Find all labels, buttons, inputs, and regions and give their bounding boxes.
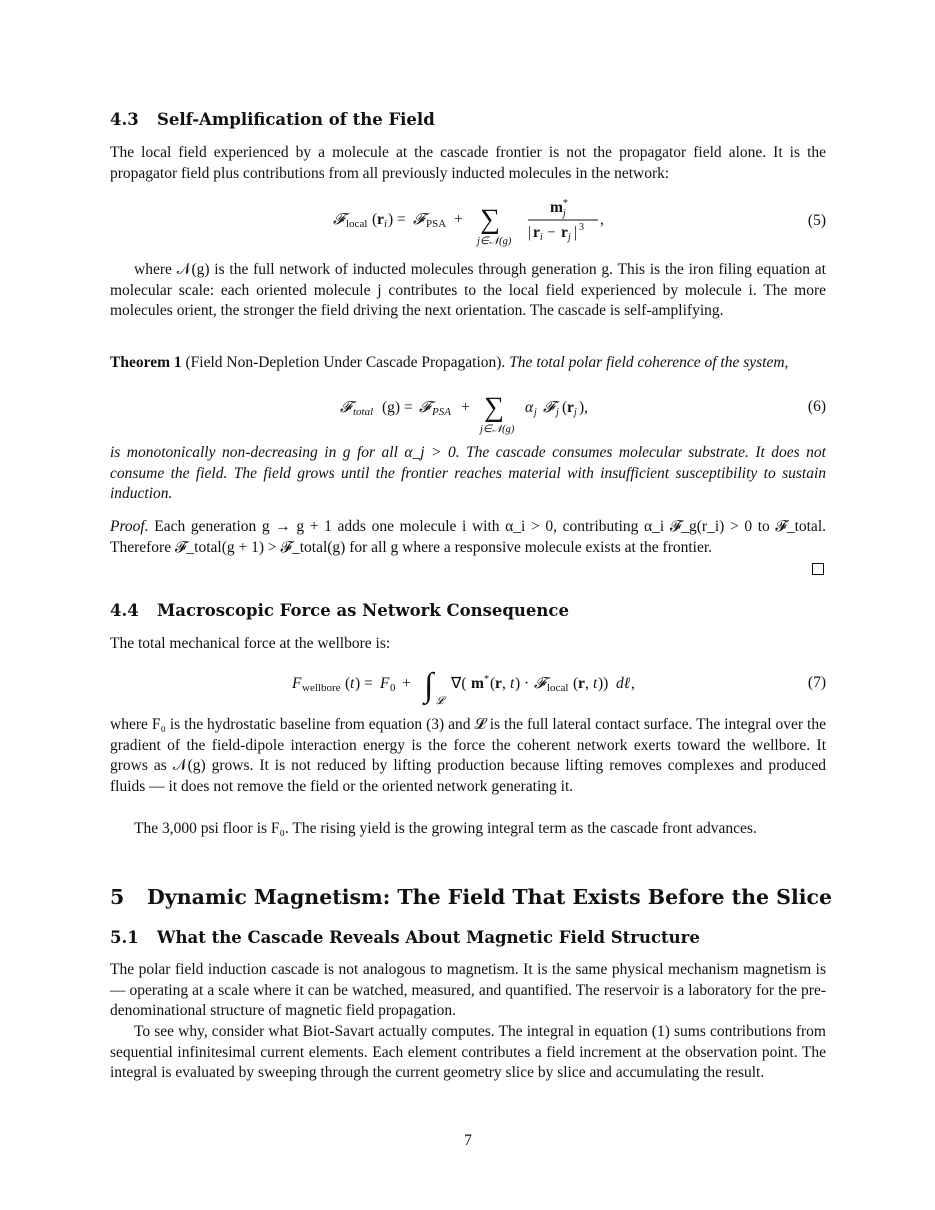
theorem-1 bbox=[110, 353, 826, 374]
svg-text:3: 3 bbox=[579, 222, 584, 233]
svg-text:r: r bbox=[578, 675, 585, 692]
svg-text:𝓕: 𝓕 bbox=[333, 211, 345, 228]
paragraph-4-4-floor: The 3,000 psi floor is F₀. The rising yield is the growing integral term as the cascade front advances. bbox=[134, 820, 757, 837]
svg-text:j: j bbox=[534, 407, 537, 418]
svg-text:) ·: ) · bbox=[515, 675, 530, 692]
svg-text:+: + bbox=[402, 675, 411, 692]
page-number: 7 bbox=[464, 1132, 472, 1149]
svg-text:r: r bbox=[567, 399, 574, 416]
svg-text:F: F bbox=[380, 675, 390, 692]
section-heading-4-4 bbox=[110, 601, 569, 620]
svg-text:∫: ∫ bbox=[424, 667, 434, 704]
svg-text:j∈𝒩(g): j∈𝒩(g) bbox=[480, 424, 515, 435]
svg-text:wellbore: wellbore bbox=[302, 682, 341, 694]
svg-text:t: t bbox=[350, 675, 355, 692]
equation-number: (5) bbox=[807, 212, 826, 229]
svg-text:total: total bbox=[353, 406, 374, 418]
proof-text: Each generation g → g + 1 adds one molecule i with α_i > 0, contributing α_i 𝓕_g(r_i) > 0 to 𝓕_total. Therefore 𝓕_total(g + 1) > 𝓕_total(g) for all g where a responsive molecule exists at the frontier. bbox=[110, 518, 826, 556]
section-heading-4-3 bbox=[110, 110, 435, 129]
svg-text:local: local bbox=[346, 218, 368, 230]
svg-text:j: j bbox=[574, 407, 577, 418]
svg-text:) =: ) = bbox=[388, 211, 406, 228]
paragraph-4-4-after-eq7: where F₀ is the hydrostatic baseline from equation (3) and 𝓛 is the full lateral contact surface. The integral over the gradient of the field-dipole interaction energy is the force the coherent network exerts toward the wellbore. It grows as 𝒩(g) grows. It is not reduced by lifting production because lifting removes complexes and produced fluids — it does not remove the field or the oriented network generating it. bbox=[110, 716, 826, 795]
section-title: What the Cascade Reveals About Magnetic Field Structure bbox=[157, 928, 700, 947]
svg-text:,: , bbox=[600, 211, 604, 228]
equation-7-render bbox=[110, 660, 826, 712]
svg-text:j: j bbox=[563, 208, 566, 219]
svg-text:m: m bbox=[550, 199, 563, 216]
section-number: 4.3 bbox=[110, 110, 139, 129]
svg-text:−: − bbox=[547, 224, 556, 241]
equation-number: (7) bbox=[807, 674, 826, 691]
svg-text:),: ), bbox=[579, 399, 589, 416]
svg-text:α: α bbox=[525, 399, 534, 416]
proof bbox=[110, 517, 826, 558]
svg-text:|: | bbox=[528, 224, 532, 241]
svg-text:j: j bbox=[556, 407, 559, 418]
svg-text:m: m bbox=[471, 675, 484, 692]
svg-text:*: * bbox=[563, 198, 568, 209]
svg-text:)): )) bbox=[598, 675, 609, 692]
svg-text:𝓕: 𝓕 bbox=[534, 675, 546, 692]
theorem-1-body: is monotonically non-decreasing in g for all α_j > 0. The cascade consumes molecular substrate. It does not consume the field. The field grows until the frontier reaches material with insufficient susceptibility to sustain induction. bbox=[110, 444, 826, 503]
equation-5-render bbox=[110, 196, 826, 252]
paragraph-4-3-after-eq5: where 𝒩(g) is the full network of inducted molecules through generation g. This is the iron filing equation at molecular scale: each oriented molecule j contributes to the local field experienced by molecule i. The more molecules orient, the stronger the field driving the next orientation. The cascade is self-amplifying. bbox=[110, 261, 826, 320]
section-number: 5.1 bbox=[110, 928, 139, 947]
paragraph-4-4-intro: The total mechanical force at the wellbore is: bbox=[110, 635, 391, 652]
svg-text:j: j bbox=[568, 232, 571, 243]
paragraph-4-3-intro: The local field experienced by a molecule at the cascade frontier is not the propagator field alone. It is the propagator field plus contributions from all previously inducted molecules in the network: bbox=[110, 144, 826, 182]
svg-text:PSA: PSA bbox=[426, 218, 447, 230]
proof-label: Proof. bbox=[110, 518, 149, 535]
equation-7 bbox=[110, 660, 826, 712]
theorem-intro: The total polar field coherence of the system, bbox=[509, 354, 789, 371]
svg-text:r: r bbox=[561, 224, 568, 241]
svg-text:F: F bbox=[292, 675, 302, 692]
qed-square-icon bbox=[812, 563, 824, 575]
svg-text:∑: ∑ bbox=[480, 204, 500, 235]
paragraph-5-1-first: The polar field induction cascade is not analogous to magnetism. It is the same physical mechanism magnetism is — operating at a scale where it can be watched, measured, and quantified. The reservoir is a laboratory for the pre-denominational structure of magnetic field propagation. bbox=[110, 961, 826, 1020]
svg-text:𝓕: 𝓕 bbox=[340, 399, 352, 416]
svg-text:r: r bbox=[495, 675, 502, 692]
svg-text:,: , bbox=[502, 675, 506, 692]
svg-text:,: , bbox=[585, 675, 589, 692]
section-title: Dynamic Magnetism: The Field That Exists Before the Slice bbox=[147, 885, 833, 909]
theorem-label: Theorem 1 bbox=[110, 354, 182, 371]
equation-6-render bbox=[110, 390, 826, 436]
svg-text:∇(: ∇( bbox=[451, 675, 467, 692]
svg-text:+: + bbox=[461, 399, 470, 416]
svg-text:i: i bbox=[384, 218, 388, 230]
svg-text:t: t bbox=[510, 675, 515, 692]
svg-text:(: ( bbox=[372, 211, 378, 228]
svg-text:j∈𝒩(g): j∈𝒩(g) bbox=[477, 236, 512, 247]
svg-text:r: r bbox=[533, 224, 540, 241]
section-heading-5-1 bbox=[110, 928, 700, 947]
equation-number: (6) bbox=[807, 398, 826, 415]
svg-text:(: ( bbox=[573, 675, 579, 692]
svg-text:𝓕: 𝓕 bbox=[543, 399, 555, 416]
svg-text:𝓕: 𝓕 bbox=[419, 399, 431, 416]
svg-text:(: ( bbox=[562, 399, 568, 416]
svg-text:𝓕: 𝓕 bbox=[413, 211, 425, 228]
svg-text:*: * bbox=[484, 674, 489, 685]
svg-text:t: t bbox=[593, 675, 598, 692]
section-number: 5 bbox=[110, 885, 125, 909]
paragraph-5-1-second: To see why, consider what Biot-Savart actually computes. The integral in equation (1) sums contributions from sequential infinitesimal current elements. Each element contributes a field increment at the observation point. The integral is evaluated by sweeping through the current geometry slice by slice and accumulating the result. bbox=[110, 1023, 826, 1082]
svg-text:i: i bbox=[540, 232, 543, 243]
section-number: 4.4 bbox=[110, 601, 139, 620]
svg-text:∑: ∑ bbox=[484, 392, 504, 423]
svg-text:0: 0 bbox=[390, 682, 396, 694]
svg-text:|: | bbox=[574, 224, 578, 241]
svg-text:dℓ: dℓ bbox=[616, 675, 631, 692]
svg-text:) =: ) = bbox=[355, 675, 373, 692]
section-title: Self-Amplification of the Field bbox=[157, 110, 435, 129]
svg-text:,: , bbox=[631, 675, 635, 692]
svg-text:local: local bbox=[547, 682, 569, 694]
svg-text:(: ( bbox=[490, 675, 496, 692]
equation-5 bbox=[110, 196, 826, 252]
svg-text:+: + bbox=[454, 211, 463, 228]
svg-text:(: ( bbox=[345, 675, 351, 692]
svg-text:r: r bbox=[377, 211, 384, 228]
svg-text:(g) =: (g) = bbox=[382, 399, 413, 416]
section-title: Macroscopic Force as Network Consequence bbox=[157, 601, 569, 620]
theorem-name: (Field Non-Depletion Under Cascade Propagation). bbox=[185, 354, 506, 371]
svg-text:𝓛: 𝓛 bbox=[436, 696, 444, 707]
svg-text:PSA: PSA bbox=[432, 406, 451, 418]
equation-6 bbox=[110, 390, 826, 436]
section-heading-5 bbox=[110, 885, 832, 909]
